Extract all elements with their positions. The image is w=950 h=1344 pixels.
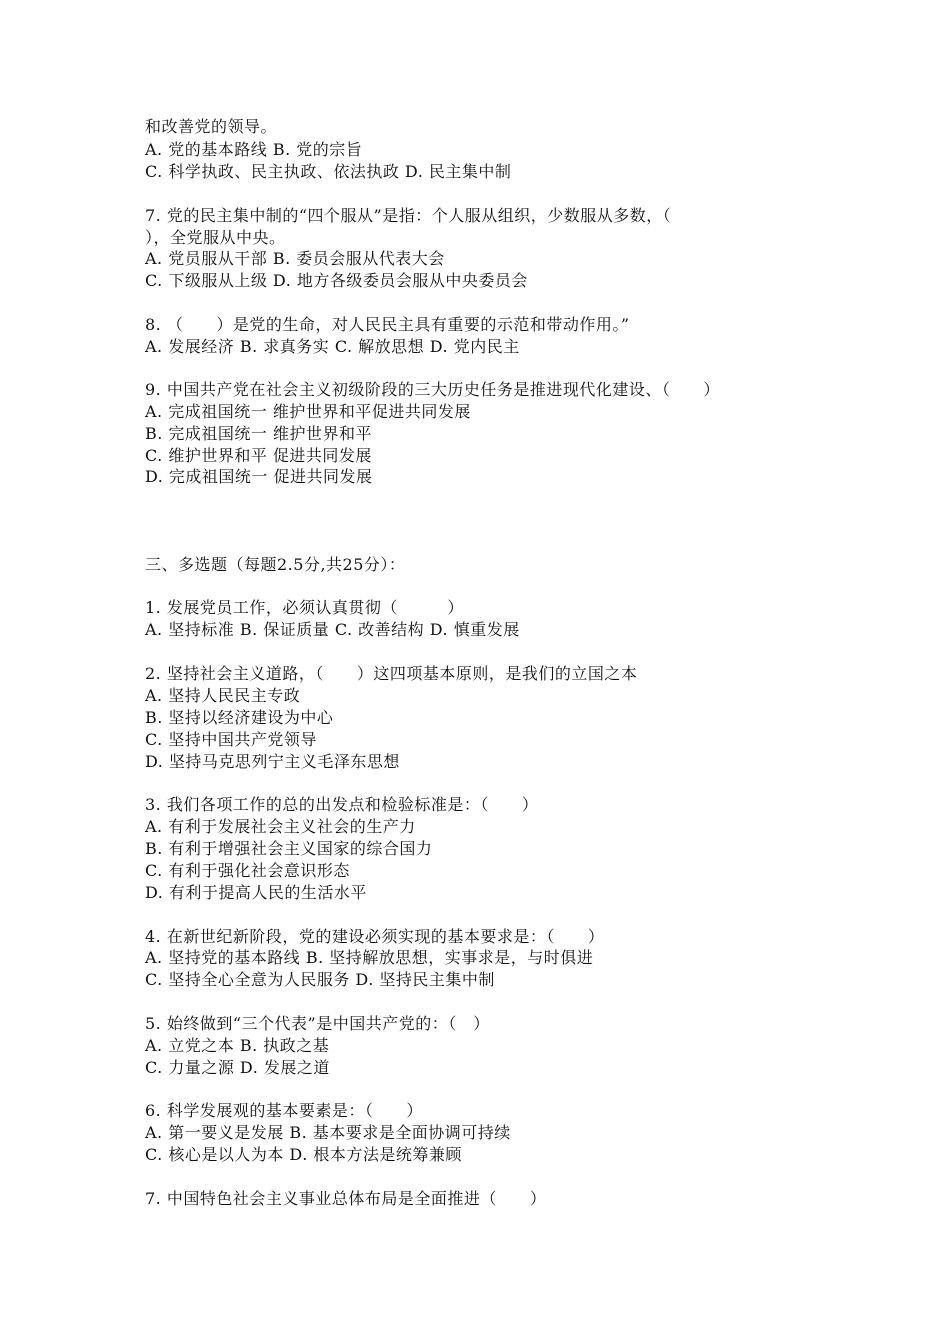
m4-options-ab: A. 坚持党的基本路线 B. 坚持解放思想，实事求是，与时俱进 <box>145 948 594 967</box>
q7-stem-line1: 7. 党的民主集中制的“四个服从”是指：个人服从组织，少数服从多数，（ <box>145 206 672 225</box>
section3-title: 三、多选题（每题2.5分,共25分）： <box>145 555 406 574</box>
m3-option-b: B. 有利于增强社会主义国家的综合国力 <box>145 839 433 858</box>
m4-stem: 4. 在新世纪新阶段，党的建设必须实现的基本要求是：（ ） <box>145 927 605 946</box>
m2-option-b: B. 坚持以经济建设为中心 <box>145 708 334 727</box>
intro-tail-text: 和改善党的领导。 <box>145 117 278 136</box>
m4-options-cd: C. 坚持全心全意为人民服务 D. 坚持民主集中制 <box>145 970 495 989</box>
m3-stem: 3. 我们各项工作的总的出发点和检验标准是：（ ） <box>145 795 539 814</box>
m1-options: A. 坚持标准 B. 保证质量 C. 改善结构 D. 慎重发展 <box>145 620 520 639</box>
m6-options-cd: C. 核心是以人为本 D. 根本方法是统筹兼顾 <box>145 1145 462 1164</box>
m2-option-a: A. 坚持人民民主专政 <box>145 686 301 705</box>
m2-option-c: C. 坚持中国共产党领导 <box>145 730 317 749</box>
m2-stem: 2. 坚持社会主义道路，（ ）这四项基本原则，是我们的立国之本 <box>145 664 638 683</box>
m5-options-ab: A. 立党之本 B. 执政之基 <box>145 1036 330 1055</box>
m6-options-ab: A. 第一要义是发展 B. 基本要求是全面协调可持续 <box>145 1123 511 1142</box>
q8-options: A. 发展经济 B. 求真务实 C. 解放思想 D. 党内民主 <box>145 337 520 356</box>
m5-stem: 5. 始终做到“三个代表”是中国共产党的：（ ） <box>145 1014 490 1033</box>
q7-stem-line2: ），全党服从中央。 <box>145 228 286 247</box>
q9-option-a: A. 完成祖国统一 维护世界和平促进共同发展 <box>145 402 471 421</box>
m3-option-a: A. 有利于发展社会主义社会的生产力 <box>145 817 416 836</box>
m3-option-d: D. 有利于提高人民的生活水平 <box>145 883 367 902</box>
q7-options-ab: A. 党员服从干部 B. 委员会服从代表大会 <box>145 249 445 268</box>
q6-options-cd: C. 科学执政、民主执政、依法执政 D. 民主集中制 <box>145 162 512 181</box>
m7-stem: 7. 中国特色社会主义事业总体布局是全面推进（ ） <box>145 1189 547 1208</box>
m2-option-d: D. 坚持马克思列宁主义毛泽东思想 <box>145 752 400 771</box>
q9-option-c: C. 维护世界和平 促进共同发展 <box>145 446 372 465</box>
q9-stem: 9. 中国共产党在社会主义初级阶段的三大历史任务是推进现代化建设、（ ） <box>145 380 720 399</box>
m3-option-c: C. 有利于强化社会意识形态 <box>145 861 350 880</box>
q9-option-b: B. 完成祖国统一 维护世界和平 <box>145 424 373 443</box>
q6-options-ab: A. 党的基本路线 B. 党的宗旨 <box>145 140 363 159</box>
q8-stem: 8. （ ）是党的生命，对人民民主具有重要的示范和带动作用。” <box>145 315 630 334</box>
m1-stem: 1. 发展党员工作，必须认真贯彻（ ） <box>145 598 464 617</box>
m6-stem: 6. 科学发展观的基本要素是：（ ） <box>145 1101 423 1120</box>
q7-options-cd: C. 下级服从上级 D. 地方各级委员会服从中央委员会 <box>145 271 528 290</box>
q9-option-d: D. 完成祖国统一 促进共同发展 <box>145 467 373 486</box>
m5-options-cd: C. 力量之源 D. 发展之道 <box>145 1058 330 1077</box>
